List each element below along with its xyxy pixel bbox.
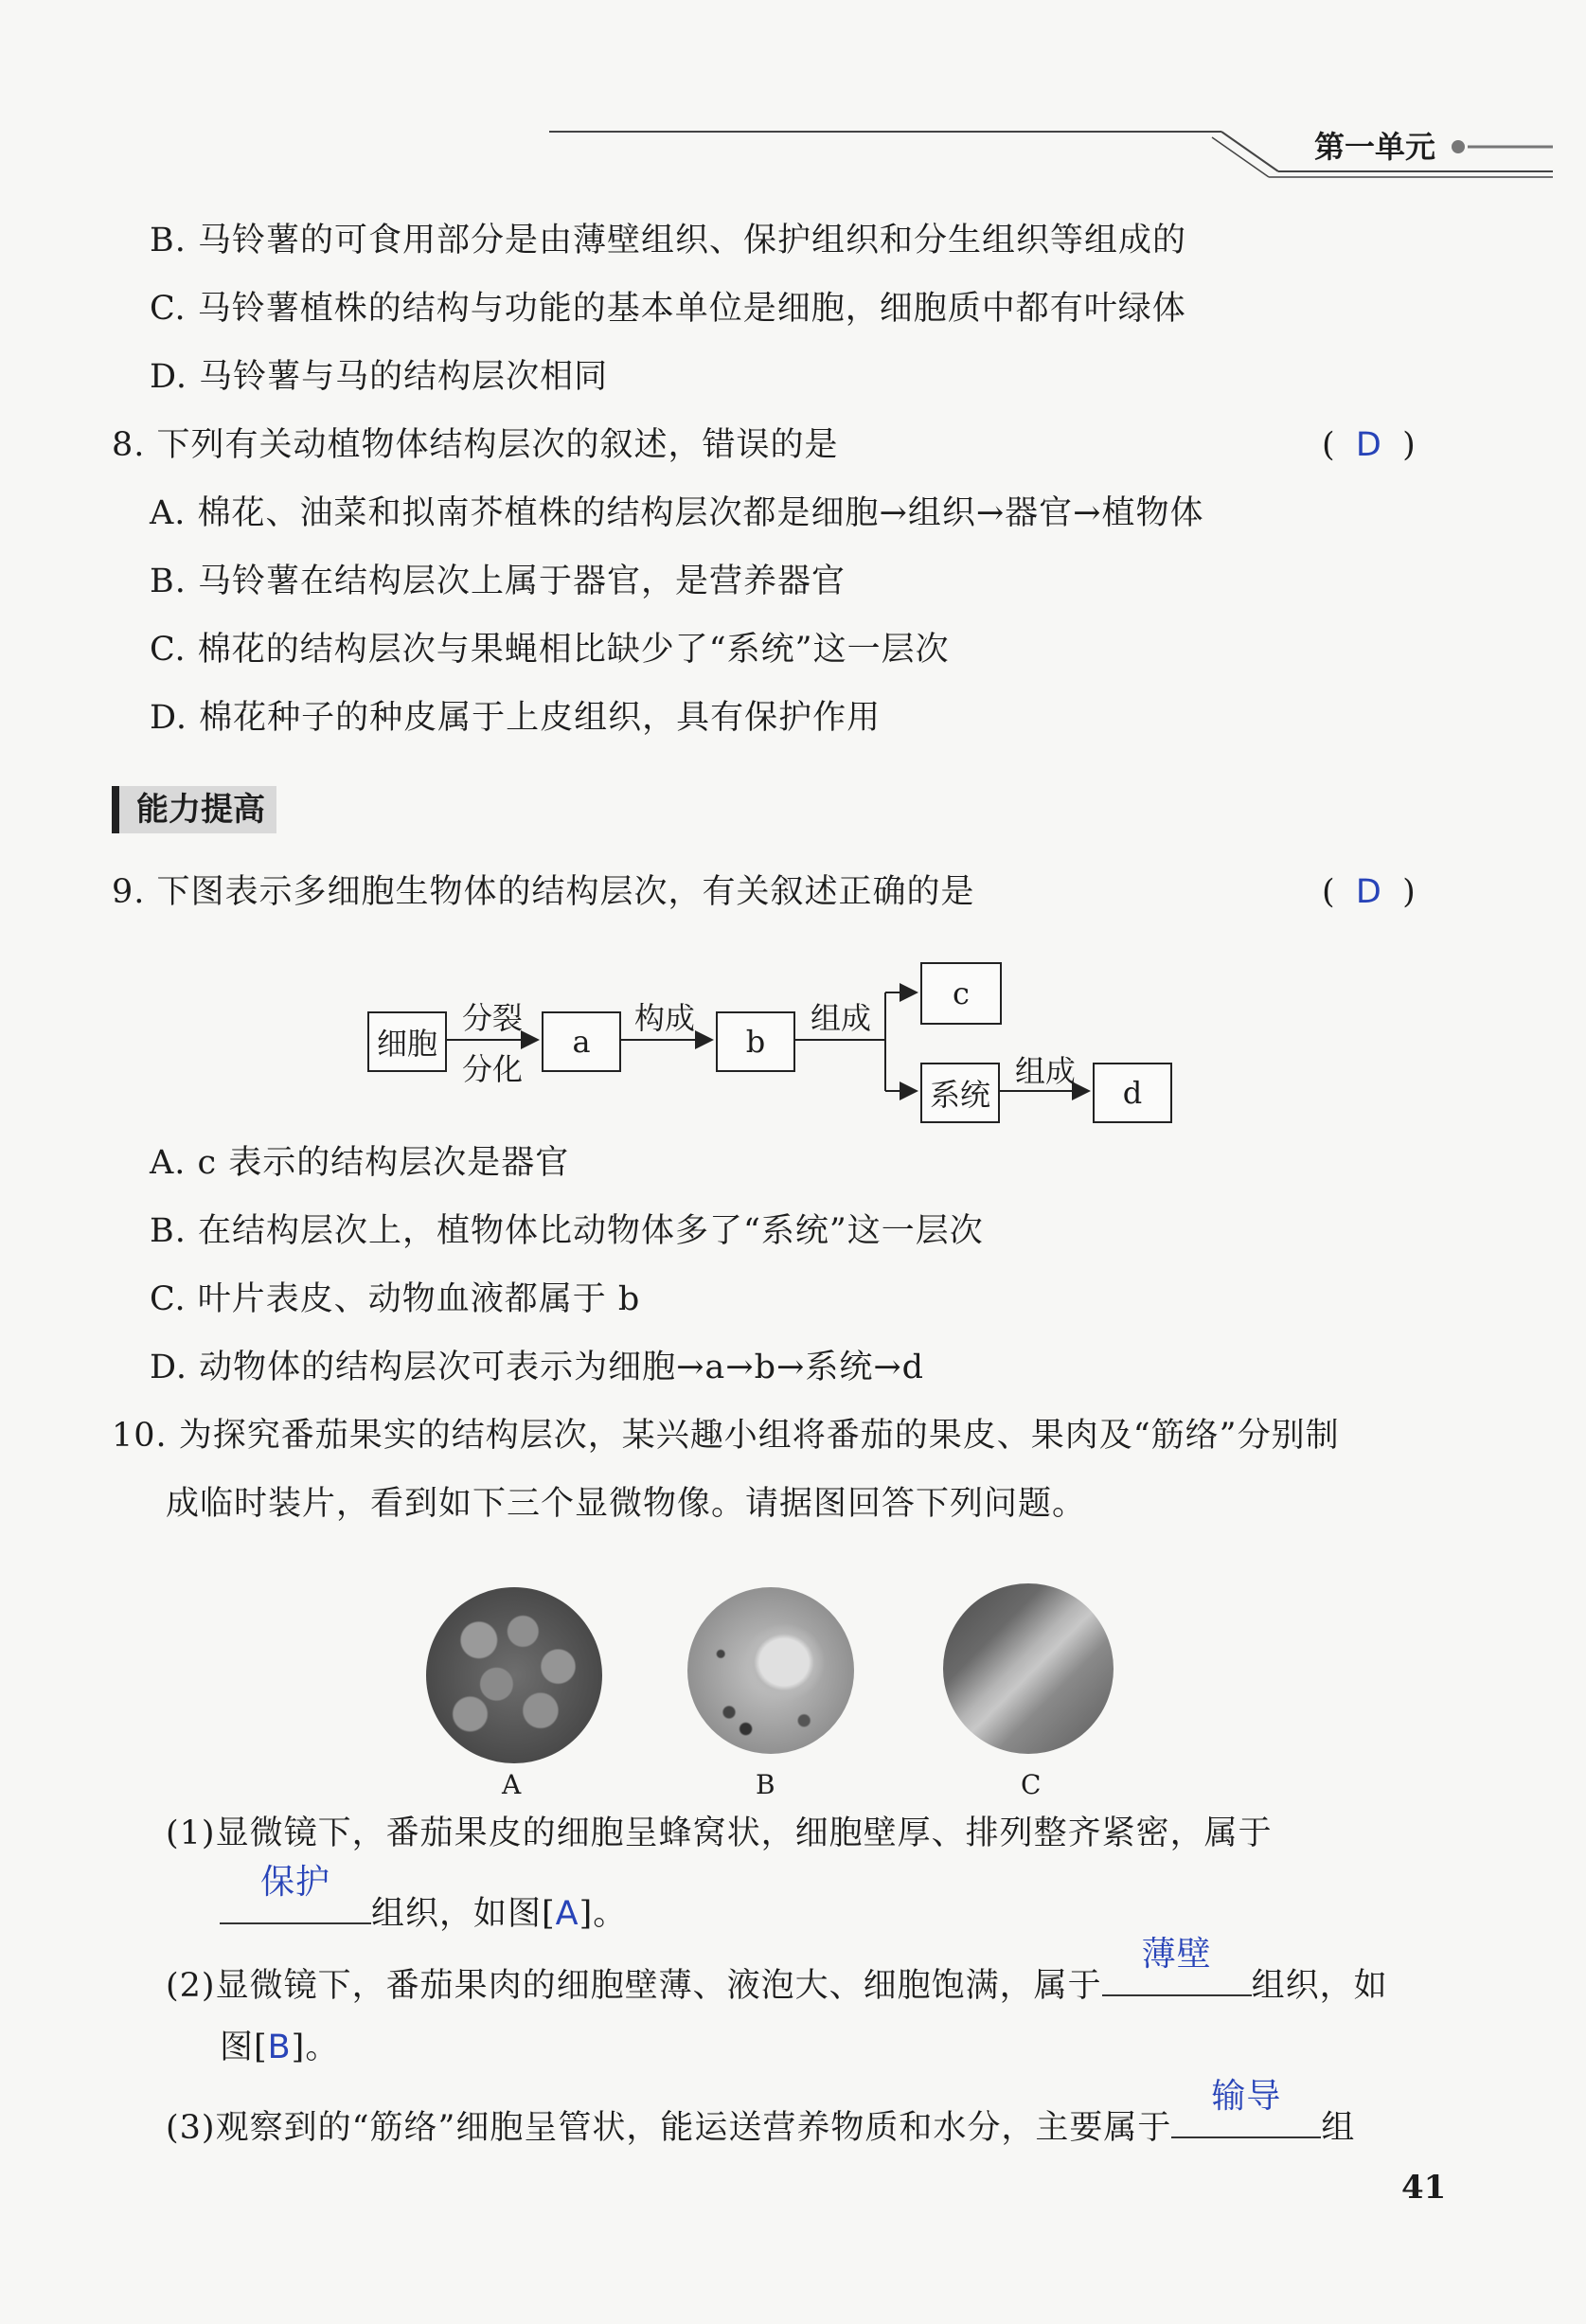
q10-sub1-after: 组织，如图[ <box>371 1895 556 1933</box>
system-box: 系统 <box>920 1063 1000 1123</box>
unit-title: 第一单元 <box>1314 129 1436 165</box>
box-d: d <box>1093 1063 1172 1123</box>
q8-answer-bracket: ( D ) <box>1322 426 1416 464</box>
micrograph-c-label: C <box>1021 1769 1042 1800</box>
differentiate-label: 分化 <box>462 1051 524 1087</box>
q10-sub2-fig: B <box>267 2029 292 2066</box>
q10-sub2-end: ]。 <box>291 2029 340 2066</box>
q10-sub2-fill: 薄壁 <box>1141 1935 1212 1974</box>
q9-stem: 9. 下图表示多细胞生物体的结构层次，有关叙述正确的是 <box>112 873 975 911</box>
micrograph-c <box>943 1583 1114 1754</box>
q10-sub2-line2 <box>220 2027 339 2068</box>
q8-option-c: C. 棉花的结构层次与果蝇相比缺少了“系统”这一层次 <box>150 631 950 669</box>
q8-stem: 8. 下列有关动植物体结构层次的叙述，错误的是 <box>112 426 839 464</box>
section-title: 能力提高 <box>112 786 276 833</box>
q10-sub3-after: 组 <box>1321 2109 1356 2147</box>
q9-option-d: D. 动物体的结构层次可表示为细胞→a→b→系统→d <box>150 1349 925 1386</box>
q7-option-b: B. 马铃薯的可食用部分是由薄壁组织、保护组织和分生组织等组成的 <box>150 222 1186 259</box>
q10-sub2-blank <box>1102 1935 1252 1996</box>
compose-label-2: 组成 <box>811 1000 872 1036</box>
q10-stem-line2: 成临时装片，看到如下三个显微物像。请据图回答下列问题。 <box>166 1485 1087 1523</box>
structure-level-diagram <box>360 956 1193 1146</box>
q9-answer: D <box>1355 873 1381 911</box>
micrograph-a <box>426 1587 602 1763</box>
q10-sub2-line1 <box>166 1935 1388 2007</box>
q10-sub1-line2 <box>220 1863 628 1935</box>
q7-option-c: C. 马铃薯植株的结构与功能的基本单位是细胞，细胞质中都有叶绿体 <box>150 290 1186 328</box>
compose-label-3: 组成 <box>1015 1053 1077 1089</box>
compose-label-1: 构成 <box>634 1000 696 1036</box>
q10-sub1-fill: 保护 <box>259 1863 330 1902</box>
q10-sub2-after: 组织，如 <box>1251 1967 1388 2005</box>
cell-box: 细胞 <box>367 1011 447 1072</box>
q10-sub1-blank <box>220 1863 371 1924</box>
q10-sub1-line1: (1)显微镜下，番茄果皮的细胞呈蜂窝状，细胞壁厚、排列整齐紧密，属于 <box>166 1815 1273 1852</box>
q10-sub1-fig: A <box>555 1895 579 1933</box>
box-b: b <box>716 1011 795 1072</box>
q10-sub1-end: ]。 <box>579 1895 628 1933</box>
q8-option-a: A. 棉花、油菜和拟南芥植株的结构层次都是细胞→组织→器官→植物体 <box>150 494 1204 532</box>
micrograph-a-label: A <box>502 1769 522 1800</box>
page-number: 41 <box>1401 2169 1447 2207</box>
q10-sub2-line2-before: 图[ <box>220 2029 268 2066</box>
q7-option-d: D. 马铃薯与马的结构层次相同 <box>150 358 609 396</box>
box-c: c <box>920 962 1002 1025</box>
q8-option-b: B. 马铃薯在结构层次上属于器官，是营养器官 <box>150 563 846 600</box>
q10-stem-line1: 10. 为探究番茄果实的结构层次，某兴趣小组将番茄的果皮、果肉及“筋络”分别制 <box>112 1417 1340 1455</box>
q9-option-a: A. c 表示的结构层次是器官 <box>150 1144 570 1182</box>
micrograph-b <box>687 1587 854 1754</box>
q9-option-b: B. 在结构层次上，植物体比动物体多了“系统”这一层次 <box>150 1212 984 1250</box>
q8-option-d: D. 棉花种子的种皮属于上皮组织，具有保护作用 <box>150 699 882 737</box>
q10-sub3-blank <box>1171 2077 1321 2138</box>
q10-sub2-before: (2)显微镜下，番茄果肉的细胞壁薄、液泡大、细胞饱满，属于 <box>166 1967 1102 2005</box>
q10-sub3-line1 <box>166 2077 1356 2149</box>
split-label: 分裂 <box>462 1000 524 1036</box>
q8-answer: D <box>1355 426 1381 464</box>
q10-sub3-fill: 输导 <box>1211 2077 1282 2116</box>
micrograph-b-label: B <box>756 1769 775 1800</box>
box-a: a <box>542 1011 621 1072</box>
q9-answer-bracket: ( D ) <box>1322 873 1416 911</box>
q9-option-c: C. 叶片表皮、动物血液都属于 b <box>150 1280 641 1318</box>
q10-sub3-before: (3)观察到的“筋络”细胞呈管状，能运送营养物质和水分，主要属于 <box>166 2109 1172 2147</box>
